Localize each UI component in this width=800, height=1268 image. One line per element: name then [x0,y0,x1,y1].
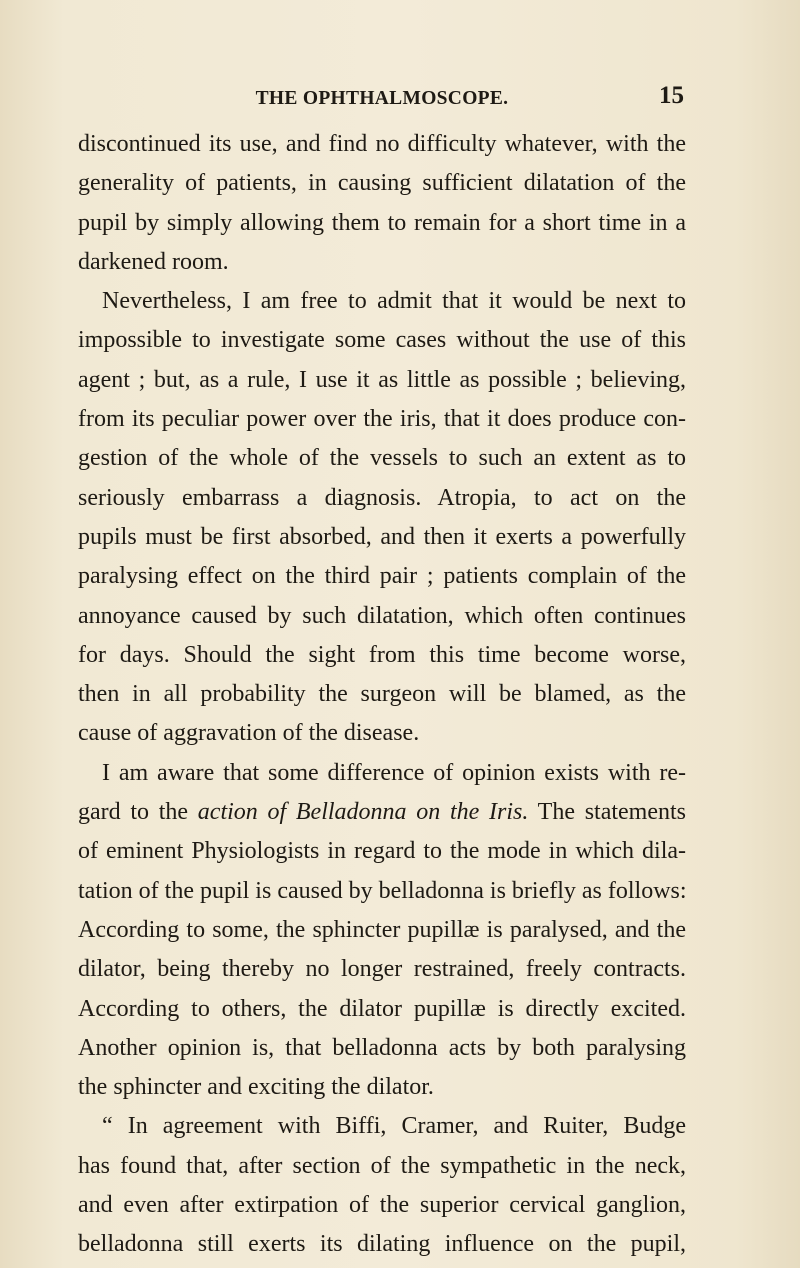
running-title: THE OPHTHALMOSCOPE. [255,88,509,109]
text-line: impossible to investigate some cases without the use of this [78,327,686,354]
text-line: from its peculiar power over the iris, that it does produce con- [78,406,686,433]
page-header [80,82,684,112]
page-number: 15 [659,82,684,109]
text-line: annoyance caused by such dilatation, which often continues [78,602,686,629]
text-line: tation of the pupil is caused by belladonna is briefly as follows: [78,877,687,904]
text-line: According to others, the dilator pupillæ is directly excited. [78,995,686,1022]
text-line: Another opinion is, that belladonna acts by both paralysing [78,1034,686,1061]
text-line: seriously embarrass a diagnosis. Atropia, to act on the [78,484,686,511]
text-line: generality of patients, in causing sufficient dilatation of the [78,170,686,197]
text-line: darkened room. [78,248,229,275]
paragraph-start-line: Nevertheless, I am free to admit that it would be next to [102,288,686,315]
text-line: paralysing effect on the third pair ; patients complain of the [78,563,686,590]
text-line: for days. Should the sight from this time become worse, [78,641,686,668]
text-line: pupils must be first absorbed, and then it exerts a powerfully [78,523,686,550]
text-line: cause of aggravation of the disease. [78,720,420,747]
text-line: belladonna still exerts its dilating influence on the pupil, [78,1231,686,1258]
text-segment: The statements [528,799,687,826]
paragraph-start-line: I am aware that some difference of opinion exists with re- [102,759,686,786]
text-line: agent ; but, as a rule, I use it as little as possible ; believing, [78,366,686,393]
text-line: has found that, after section of the sympathetic in the neck, [78,1152,686,1179]
text-line: dilator, being thereby no longer restrained, freely contracts. [78,956,686,983]
text-line: According to some, the sphincter pupillæ is paralysed, and the [78,916,686,943]
text-line: pupil by simply allowing them to remain for a short time in a [78,209,686,236]
italic-phrase: action of Belladonna on the Iris. [197,799,529,826]
text-line: gestion of the whole of the vessels to such an extent as to [78,445,686,472]
text-line: then in all probability the surgeon will be blamed, as the [78,681,686,708]
text-line: and even after extirpation of the superior cervical ganglion, [78,1192,686,1219]
text-line: discontinued its use, and find no difficulty whatever, with the [78,131,686,157]
paragraph-start-line: “ In agreement with Biffi, Cramer, and Ruiter, Budge [102,1113,686,1140]
text-segment: gard to the [78,799,198,826]
body-text [78,125,686,1265]
text-line-with-italic [78,793,686,832]
text-line: of eminent Physiologists in regard to the mode in which dila- [78,838,686,865]
text-line: the sphincter and exciting the dilator. [78,1074,434,1101]
